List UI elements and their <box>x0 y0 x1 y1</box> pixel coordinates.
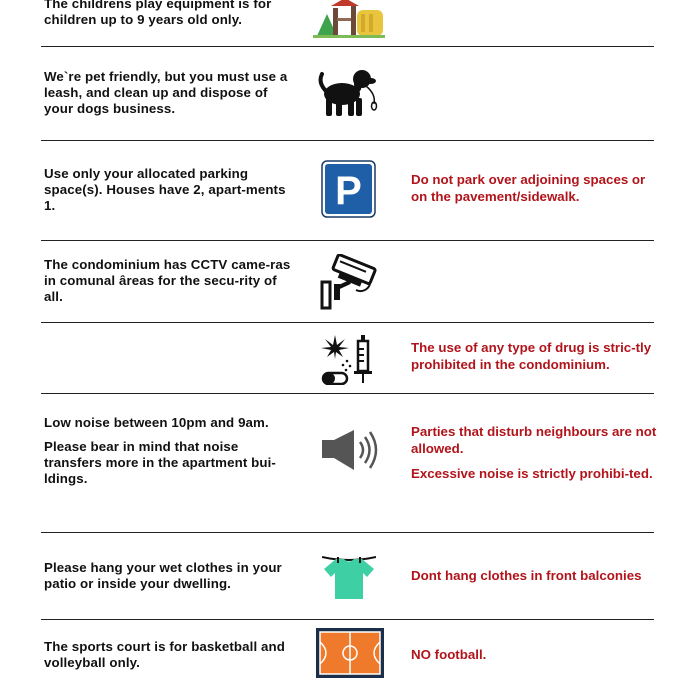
playground-icon <box>313 0 385 43</box>
dog-on-leash-icon <box>318 64 382 125</box>
divider-4 <box>41 322 654 323</box>
divider-7 <box>41 619 654 620</box>
speaker-volume-icon <box>320 428 380 477</box>
warning-text-parking: Do not park over adjoining spaces or on the pavement/sidewalk. <box>411 172 646 204</box>
rule-text-play: The childrens play equipment is for children up to 9 years old only. <box>44 0 272 27</box>
divider-3 <box>41 240 654 241</box>
shirt-on-line-icon <box>322 553 376 606</box>
divider-6 <box>41 532 654 533</box>
divider-2 <box>41 140 654 141</box>
warning-text-laundry: Dont hang clothes in front balconies <box>411 568 642 583</box>
sports-court-icon <box>316 628 384 683</box>
warning-text-sports: NO football. <box>411 647 487 662</box>
cctv-camera-icon <box>320 254 380 315</box>
warning-text-drugs: The use of any type of drug is stric-tly prohibited in the condominium. <box>411 340 652 372</box>
svg-text:P: P <box>335 169 362 213</box>
parking-sign-icon <box>321 160 376 223</box>
divider-1 <box>41 46 654 47</box>
rule-text-laundry: Please hang your wet clothes in your patio or inside your dwelling. <box>44 560 282 591</box>
rule-text-parking: Use only your allocated parking space(s). Houses have 2, apart-ments 1. <box>44 166 286 213</box>
rule-text-sports: The sports court is for basketball and volleyball only. <box>44 639 285 670</box>
divider-5 <box>41 393 654 394</box>
drugs-syringe-icon <box>321 333 377 390</box>
rule-text-pets: We`re pet friendly, but you must use a leash, and clean up and dispose of your dogs business. <box>44 69 288 116</box>
rule-text-cctv: The condominium has CCTV came-ras in comunal âreas for the secu-rity of all. <box>44 257 291 304</box>
warning-text-noise: Parties that disturb neighbours are not allowed. Excessive noise is strictly prohibi-ted. <box>411 424 657 481</box>
rule-text-noise: Low noise between 10pm and 9am. Please bear in mind that noise transfers more in the apartment bui-ldings. <box>44 415 276 486</box>
